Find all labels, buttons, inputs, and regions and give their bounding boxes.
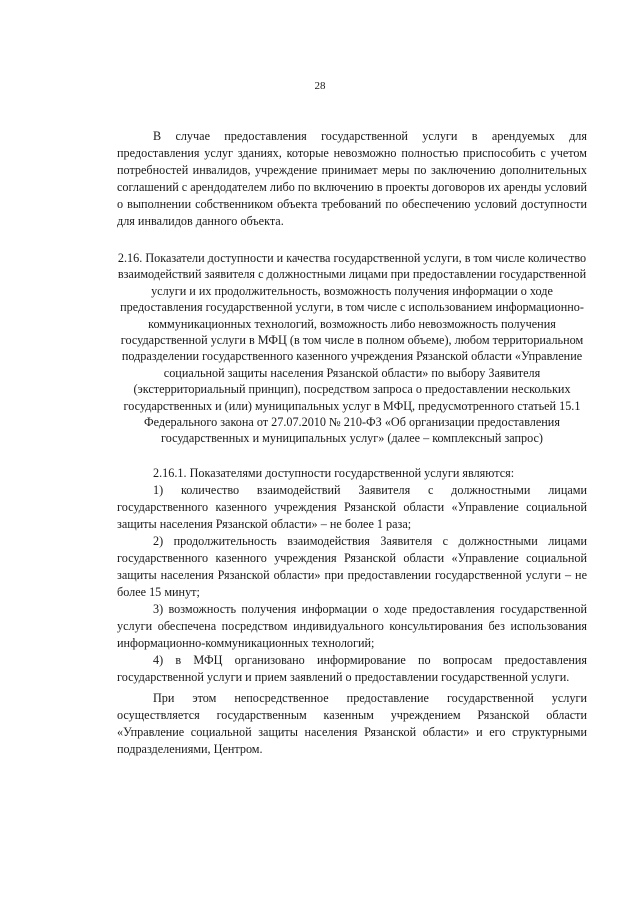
list-item-3: 3) возможность получения информации о ходе предоставления государственной услуги обеспечена посредством индивидуального консультирования без использования информационно-коммуникационных технологий;: [117, 601, 587, 650]
intro-paragraph: В случае предоставления государственной услуги в арендуемых для предоставления услуг зданиях, которые невозможно полностью приспособить с учетом потребностей инвалидов, учреждение принимает меры по заключению дополнительных соглашений с арендодателем либо по включению в проекты договоров их аренды условий о выполнении собственником объекта требований по обеспечению условий доступности для инвалидов данного объекта.: [117, 129, 587, 228]
list-item-2: 2) продолжительность взаимодействия Заявителя с должностными лицами государственного казенного учреждения Рязанской области «Управление социальной защиты населения Рязанской области» при предоставлении государственной услуги – не более 15 минут;: [117, 533, 587, 599]
closing-paragraph: При этом непосредственное предоставление государственной услуги осуществляется государственным казенным учреждением Рязанской области «Управление социальной защиты населения Рязанской области» и его структурными подразделениями, Центром.: [117, 690, 587, 756]
list-item-4: 4) в МФЦ организовано информирование по вопросам предоставления государственной услуги и прием заявлений о предоставлении государственной услуги.: [117, 652, 587, 684]
page-number: 28: [314, 80, 326, 92]
section-heading-2-16: 2.16. Показатели доступности и качества государственной услуги, в том числе количество взаимодействий заявителя с должностными лицами при предоставлении государственной услуги и их продолжительность, возможность получения информации о ходе предоставления государственной услуги, в том числе с использованием информационно-коммуникационных технологий, возможность либо невозможность получения государственной услуги в МФЦ (в том числе в полном объеме), любом территориальном подразделении государственного казенного учреждения Рязанской области «Управление социальной защиты населения Рязанской области» по выбору Заявителя (экстерриториальный принцип), посредством запроса о предоставлении нескольких государственных и (или) муниципальных услуг в МФЦ, предусмотренного статьей 15.1 Федерального закона от 27.07.2010 № 210-ФЗ «Об организации предоставления государственных и муниципальных услуг» (далее – комплексный запрос): [117, 251, 587, 446]
list-item-1: 1) количество взаимодействий Заявителя с должностными лицами государственного казенного учреждения Рязанской области «Управление социальной защиты населения Рязанской области» – не более 1 раза;: [117, 482, 587, 531]
paragraph-2-16-1: 2.16.1. Показателями доступности государственной услуги являются:: [153, 465, 515, 480]
document-body: [117, 128, 587, 758]
